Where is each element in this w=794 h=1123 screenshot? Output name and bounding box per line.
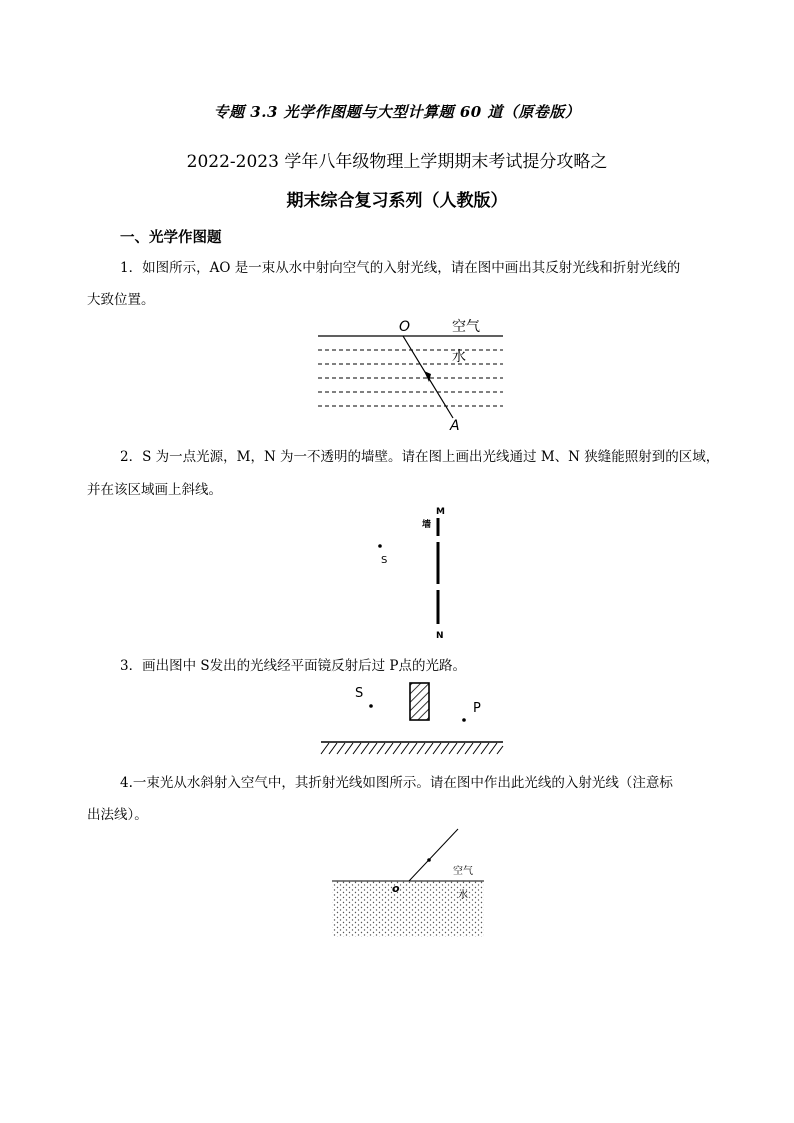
doc-subtitle: 专题 3.3 光学作图题与大型计算题 60 道（原卷版） <box>213 103 581 121</box>
q1-water-lines <box>318 350 503 406</box>
section-heading: 一、光学作图题 <box>120 229 222 246</box>
q2-text-line2: 并在该区域画上斜线。 <box>87 482 222 498</box>
q2-text-line1: 2．S 为一点光源，M，N 为一不透明的墙壁。请在图上画出光线通过 M、N 狭缝能照射到的区域， <box>120 449 720 465</box>
q2-label-s: S <box>381 555 388 566</box>
q3-point-s <box>369 704 373 708</box>
q2-label-n: N <box>436 631 444 641</box>
q1-label-air: 空气 <box>452 319 480 335</box>
q2-label-m: M <box>436 507 445 517</box>
q3-obstacle <box>410 683 429 720</box>
q3-text-line1: 3．画出图中 S发出的光线经平面镜反射后过 P点的光路。 <box>120 658 467 674</box>
q2-label-wall: 墙 <box>422 520 432 530</box>
q4-label-o: o <box>392 882 400 895</box>
q2-point-source <box>378 544 382 548</box>
q3-point-p <box>462 718 466 722</box>
q1-text-line2: 大致位置。 <box>87 292 155 308</box>
q3-label-s: S <box>355 686 364 701</box>
q1-label-a: A <box>450 418 460 434</box>
q4-text-line1: 4.一束光从水斜射入空气中，其折射光线如图所示。请在图中作出此光线的入射光线（注意标 <box>120 775 673 791</box>
q4-arrow-icon <box>427 858 431 862</box>
q4-refracted-ray <box>409 829 458 881</box>
q4-figure <box>330 826 490 941</box>
doc-title-line1: 2022-2023 学年八年级物理上学期期末考试提分攻略之 <box>186 152 608 172</box>
q4-label-air: 空气 <box>453 866 473 877</box>
doc-title-line2: 期末综合复习系列（人教版） <box>286 191 508 211</box>
q2-figure <box>370 500 460 645</box>
q1-figure <box>310 312 510 434</box>
q3-label-p: P <box>473 701 481 716</box>
q3-mirror-hatch <box>321 743 503 754</box>
q4-label-water: 水 <box>458 890 468 901</box>
q1-text-line1: 1．如图所示，AO 是一束从水中射向空气的入射光线，请在图中画出其反射光线和折射光线的 <box>120 260 681 276</box>
q4-text-line2: 出法线）。 <box>87 807 148 823</box>
q3-figure <box>315 678 507 758</box>
q1-label-water: 水 <box>452 349 466 365</box>
q1-label-o: O <box>399 319 411 335</box>
